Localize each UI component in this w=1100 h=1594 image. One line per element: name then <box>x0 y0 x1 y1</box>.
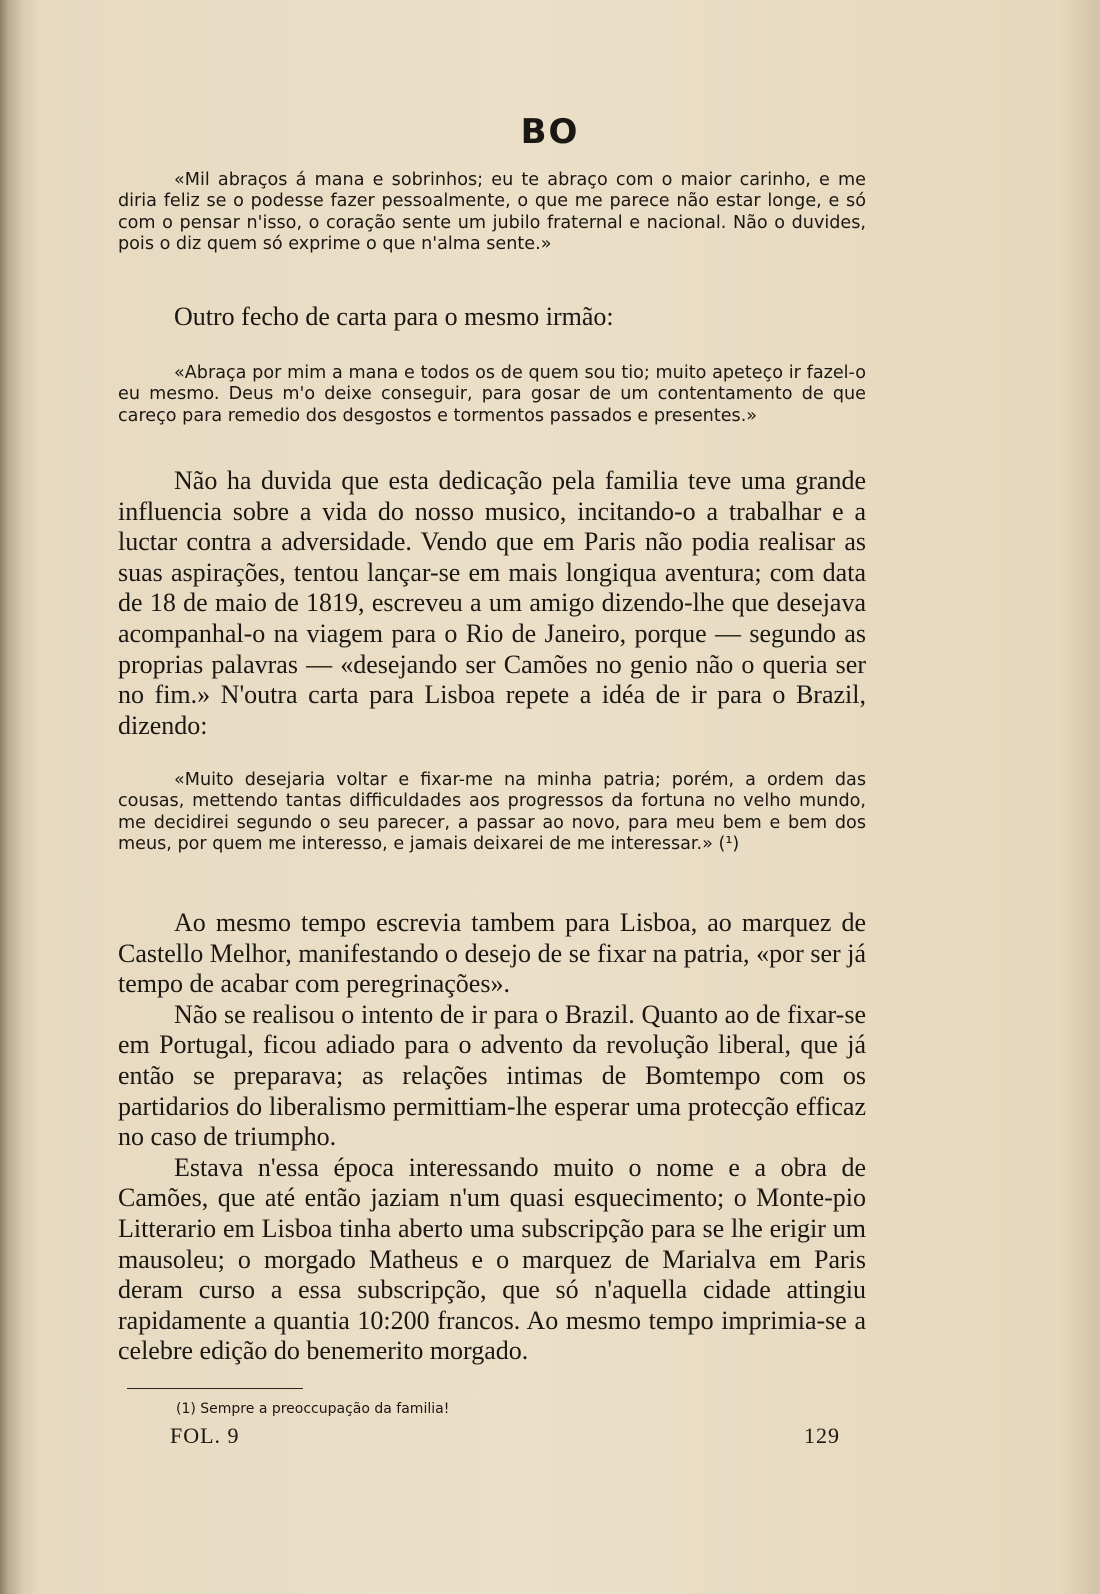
paragraph-text: Outro fecho de carta para o mesmo irmão: <box>174 302 614 331</box>
paragraph-text: Ao mesmo tempo escrevia tambem para Lisboa, ao marquez de Castello Melhor, manifestando o desejo de se fixar na patria, «por ser já tempo de acabar com peregrinações». <box>118 908 866 999</box>
paragraph-text: Estava n'essa época interessando muito o nome e a obra de Camões, que até então jaziam n'um quasi esquecimento; o Monte-pio Litterario em Lisboa tinha aberto uma subscripção para se lhe erigir um mausoleu; o morgado Matheus e o marquez de Marialva em Paris deram curso a essa subscripção, que só n'aquella cidade attingiu rapidamente a quantia 10:200 francos. Ao mesmo tempo imprimia-se a celebre edição do benemerito morgado. <box>118 1152 866 1366</box>
page-number: 129 <box>804 1423 840 1448</box>
footnote: (1) Sempre a preoccupação da familia! <box>176 1401 450 1417</box>
body-paragraph-1 <box>118 466 866 741</box>
paragraph-text: Não se realisou o intento de ir para o Brazil. Quanto ao de fixar-se em Portugal, ficou adiado para o advento da revolução liberal, que já então se preparava; as relações intimas de Bomtempo com os partidarios do liberalismo permittiam-lhe esperar uma protecção efficaz no caso de triumpho. <box>118 999 866 1152</box>
quote-text: «Mil abraços á mana e sobrinhos; eu te abraço com o maior carinho, e me diria feliz se o podesse fazer pessoalmente, o que me parece não estar longe, e só com o pensar n'isso, o coração sente um jubilo fraternal e nacional. Não o duvides, pois o diz quem só exprime o que n'alma sente.» <box>118 170 866 255</box>
signature-mark: FOL. 9 <box>170 1423 240 1448</box>
quote-block-1 <box>118 170 866 256</box>
quote-text: «Muito desejaria voltar e fixar-me na minha patria; porém, a ordem das cousas, mettendo tantas difficuldades aos progressos da fortuna no velho mundo, me decidirei segundo o seu parecer, a passar ao novo, para meu bem e bem dos meus, por quem me interesso, e jamais deixarei de me interessar.» (¹) <box>118 770 866 855</box>
quote-block-2 <box>118 363 866 427</box>
footnote-divider <box>127 1388 303 1389</box>
running-header: BO <box>520 112 580 152</box>
paragraph-text: Não ha duvida que esta dedicação pela familia teve uma grande influencia sobre a vida do nosso musico, incitando-o a trabalhar e a luctar contra a adversidade. Vendo que em Paris não podia realisar as suas aspirações, tentou lançar-se em mais longiqua aventura; com data de 18 de maio de 1819, escreveu a um amigo dizendo-lhe que desejava acompanhal-o na viagem para o Rio de Janeiro, porque — segundo as proprias palavras — «desejando ser Camões no genio não o queria ser no fim.» N'outra carta para Lisboa repete a idéa de ir para o Brazil, dizendo: <box>118 466 866 740</box>
quote-block-3 <box>118 770 866 856</box>
quote-text: «Abraça por mim a mana e todos os de quem sou tio; muito apeteço ir fazel-o eu mesmo. Deus m'o deixe conseguir, para gosar de um contentamento de que careço para remedio dos desgostos e tormentos passados e presentes.» <box>118 363 866 426</box>
intro-paragraph <box>118 302 866 333</box>
body-paragraphs <box>118 908 866 1367</box>
